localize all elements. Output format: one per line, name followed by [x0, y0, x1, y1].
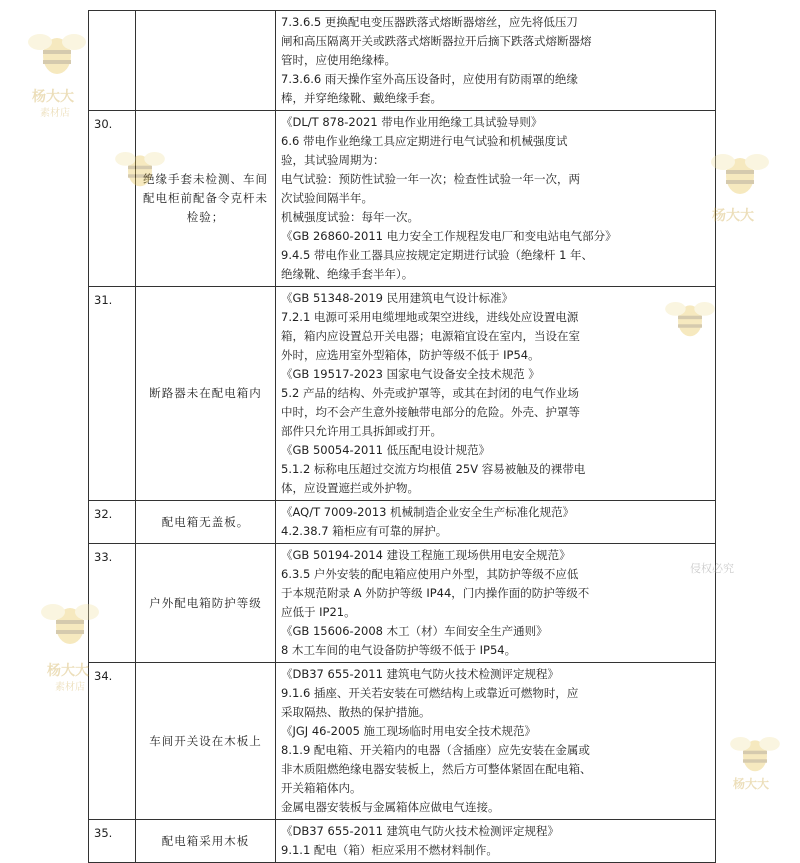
reference-line: 4.2.38.7 箱柜应有可靠的屏护。 [281, 524, 448, 538]
reference-line: 7.3.6.5 更换配电变压器跌落式熔断器熔丝，应先将低压刀 [281, 15, 578, 29]
reference-line: 部件只允许用工具拆卸或打开。 [281, 424, 442, 438]
table-row [89, 111, 716, 287]
table-row [89, 287, 716, 501]
reference-line: 《GB 50194-2014 建设工程施工现场供用电安全规范》 [281, 548, 571, 562]
bee-logo-watermark [22, 20, 92, 90]
watermark-brand: 杨大大 [712, 208, 754, 224]
reference-line: 《GB 19517-2023 国家电气设备安全技术规范 》 [281, 367, 540, 381]
row-description-cell: 车间开关设在木板上 [136, 663, 276, 820]
row-number-cell: 35. [89, 820, 136, 863]
reference-line: 6.6 带电作业绝缘工具应定期进行电气试验和机械强度试 [281, 134, 568, 148]
reference-line: 棒，并穿绝缘靴、戴绝缘手套。 [281, 91, 442, 105]
row-reference-cell [276, 11, 716, 111]
reference-line: 次试验间隔半年。 [281, 191, 373, 205]
table-row [89, 820, 716, 863]
row-number-cell: 31. [89, 287, 136, 501]
row-number-cell [89, 11, 136, 111]
row-description-cell: 配电箱采用木板 [136, 820, 276, 863]
row-description-cell [136, 11, 276, 111]
reference-line: 8 木工车间的电气设备防护等级不低于 IP54。 [281, 643, 517, 657]
reference-line: 验，其试验周期为： [281, 153, 385, 167]
row-reference-cell [276, 287, 716, 501]
reference-line: 《DB37 655-2011 建筑电气防火技术检测评定规程》 [281, 667, 560, 681]
reference-line: 体，应设置遮拦或外护物。 [281, 481, 419, 495]
reference-line: 非木质阻燃绝缘电器安装板上，然后方可整体紧固在配电箱、 [281, 762, 592, 776]
row-description-cell: 断路器未在配电箱内 [136, 287, 276, 501]
table-row [89, 663, 716, 820]
row-reference-cell [276, 111, 716, 287]
reference-line: 绝缘靴、绝缘手套半年）。 [281, 267, 414, 281]
reference-line: 电气试验：预防性试验一年一次；检查性试验一年一次，两 [281, 172, 580, 186]
reference-line: 《DB37 655-2011 建筑电气防火技术检测评定规程》 [281, 824, 560, 838]
reference-line: 闸和高压隔离开关或跌落式熔断器拉开后摘下跌落式熔断器熔 [281, 34, 592, 48]
reference-line: 8.1.9 配电箱、开关箱内的电器（含插座）应先安装在金属或 [281, 743, 590, 757]
reference-line: 9.4.5 带电作业工器具应按规定定期进行试验（绝缘杆 1 年、 [281, 248, 594, 262]
reference-line: 金属电器安装板与金属箱体应做电气连接。 [281, 800, 500, 814]
reference-line: 9.1.1 配电（箱）柜应采用不燃材料制作。 [281, 843, 498, 857]
reference-line: 箱，箱内应设置总开关电器；电源箱宜设在室内，当设在室 [281, 329, 580, 343]
row-number-cell: 33. [89, 544, 136, 663]
reference-line: 《GB 51348-2019 民用建筑电气设计标准》 [281, 291, 514, 305]
row-number-cell: 34. [89, 663, 136, 820]
reference-line: 《GB 26860-2011 电力安全工作规程发电厂和变电站电气部分》 [281, 229, 617, 243]
table-row [89, 501, 716, 544]
row-reference-cell [276, 820, 716, 863]
watermark-brand: 杨大大 [32, 89, 74, 105]
reference-line: 6.3.5 户外安装的配电箱应使用户外型，其防护等级不应低 [281, 567, 579, 581]
table-row [89, 11, 716, 111]
row-description-cell: 户外配电箱防护等级 [136, 544, 276, 663]
row-number-cell: 30. [89, 111, 136, 287]
watermark-brand: 杨大大 [733, 777, 770, 791]
reference-line: 管时，应使用绝缘棒。 [281, 53, 396, 67]
reference-line: 机械强度试验：每年一次。 [281, 210, 419, 224]
reference-line: 《JGJ 46-2005 施工现场临时用电安全技术规范》 [281, 724, 537, 738]
reference-line: 应低于 IP21。 [281, 605, 356, 619]
reference-line: 《AQ/T 7009-2013 机械制造企业安全生产标准化规范》 [281, 505, 575, 519]
reference-line: 外时，应选用室外型箱体，防护等级不低于 IP54。 [281, 348, 540, 362]
watermark-brand: 杨大大 [47, 663, 89, 679]
watermark-sub: 素材店 [55, 682, 85, 693]
reference-line: 5.1.2 标称电压超过交流方均根值 25V 容易被触及的裸带电 [281, 462, 586, 476]
regulation-table [88, 10, 716, 863]
reference-line: 《GB 50054-2011 低压配电设计规范》 [281, 443, 491, 457]
table-row [89, 544, 716, 663]
reference-line: 《GB 15606-2008 木工（材）车间安全生产通则》 [281, 624, 548, 638]
reference-line: 开关箱箱体内。 [281, 781, 362, 795]
watermark-notice: 侵权必究 [690, 562, 734, 575]
reference-line: 9.1.6 插座、开关若安装在可燃结构上或靠近可燃物时，应 [281, 686, 579, 700]
reference-line: 于本规范附录 A 外防护等级 IP44，门内操作面的防护等级不 [281, 586, 590, 600]
reference-line: 5.2 产品的结构、外壳或护罩等，或其在封闭的电气作业场 [281, 386, 579, 400]
reference-line: 7.3.6.6 雨天操作室外高压设备时，应使用有防雨罩的绝缘 [281, 72, 578, 86]
reference-line: 中时，均不会产生意外接触带电部分的危险。外壳、护罩等 [281, 405, 580, 419]
row-number-cell: 32. [89, 501, 136, 544]
row-reference-cell [276, 544, 716, 663]
row-reference-cell [276, 501, 716, 544]
row-description-cell: 绝缘手套未检测、车间配电柜前配备令克杆未检验； [136, 111, 276, 287]
row-description-cell: 配电箱无盖板。 [136, 501, 276, 544]
reference-line: 7.2.1 电源可采用电缆埋地或架空进线，进线处应设置电源 [281, 310, 579, 324]
reference-line: 《DL/T 878-2021 带电作业用绝缘工具试验导则》 [281, 115, 543, 129]
watermark-sub: 素材店 [40, 108, 70, 119]
row-reference-cell [276, 663, 716, 820]
reference-line: 采取隔热、散热的保护措施。 [281, 705, 431, 719]
